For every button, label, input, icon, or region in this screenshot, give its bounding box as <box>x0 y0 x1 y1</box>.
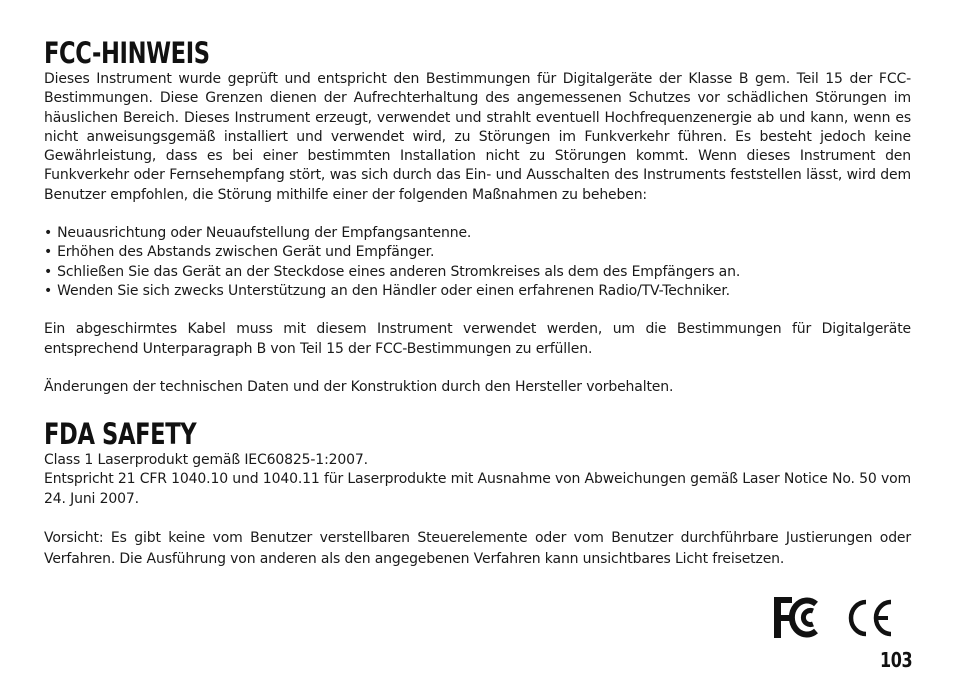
list-item: • Neuausrichtung oder Neuaufstellung der Empfangsantenne. <box>44 224 911 243</box>
list-item: • Erhöhen des Abstands zwischen Gerät und Empfänger. <box>44 243 911 262</box>
fda-line-1: Class 1 Laserprodukt gemäß IEC60825-1:2007. <box>44 452 368 469</box>
page-number: 103 <box>880 648 913 672</box>
fcc-logo-icon <box>774 597 816 638</box>
manual-page <box>44 36 911 570</box>
fda-heading: FDA SAFETY <box>44 417 197 452</box>
list-item: • Wenden Sie sich zwecks Unterstützung an den Händler oder einen erfahrenen Radio/TV-Techniker. <box>44 282 911 301</box>
list-item: • Schließen Sie das Gerät an der Steckdose eines anderen Stromkreises als dem des Empfängers an. <box>44 263 911 282</box>
fcc-paragraph-3: Änderungen der technischen Daten und der Konstruktion durch den Hersteller vorbehalten. <box>44 378 674 395</box>
certification-logos <box>772 594 894 642</box>
ce-mark-icon <box>851 602 891 634</box>
fcc-heading: FCC-HINWEIS <box>44 36 210 70</box>
fcc-paragraph-2: Ein abgeschirmtes Kabel muss mit diesem Instrument verwendet werden, um die Bestimmungen für Digitalgeräte entsprechend Unterparagraph B von Teil 15 der FCC-Bestimmungen zu erfüllen. <box>44 321 911 357</box>
fda-line-2: Entspricht 21 CFR 1040.10 und 1040.11 für Laserprodukte mit Ausnahme von Abweichungen gemäß Laser Notice No. 50 vom 24. Juni 2007. <box>44 471 911 507</box>
fda-caution: Vorsicht: Es gibt keine vom Benutzer verstellbaren Steuerelemente oder vom Benutzer durchführbare Justierungen oder Verfahren. Die Ausführung von anderen als den angegebenen Verfahren kann unsichtbares Licht freisetzen. <box>44 530 911 568</box>
fcc-measures-list <box>44 224 911 301</box>
fcc-paragraph-1: Dieses Instrument wurde geprüft und entspricht den Bestimmungen für Digitalgeräte der Klasse B gem. Teil 15 der FCC-Bestimmungen. Diese Grenzen dienen der Aufrechterhaltung des angemessenen Schutzes vor schädlichen Störungen im häuslichen Bereich. Dieses Instrument erzeugt, verwendet und strahlt eventuell Hochfrequenzenergie ab und kann, wenn es nicht anweisungsgemäß installiert und verwendet wird, zu Störungen im Funkverkehr führen. Es besteht jedoch keine Gewährleistung, dass es bei einer bestimmten Installation nicht zu Störungen kommt. Wenn dieses Instrument den Funkverkehr oder Fernsehempfang stört, was sich durch das Ein- und Ausschalten des Instruments feststellen lässt, wird dem Benutzer empfohlen, die Störung mithilfe einer der folgenden Maßnahmen zu beheben: <box>44 71 911 203</box>
